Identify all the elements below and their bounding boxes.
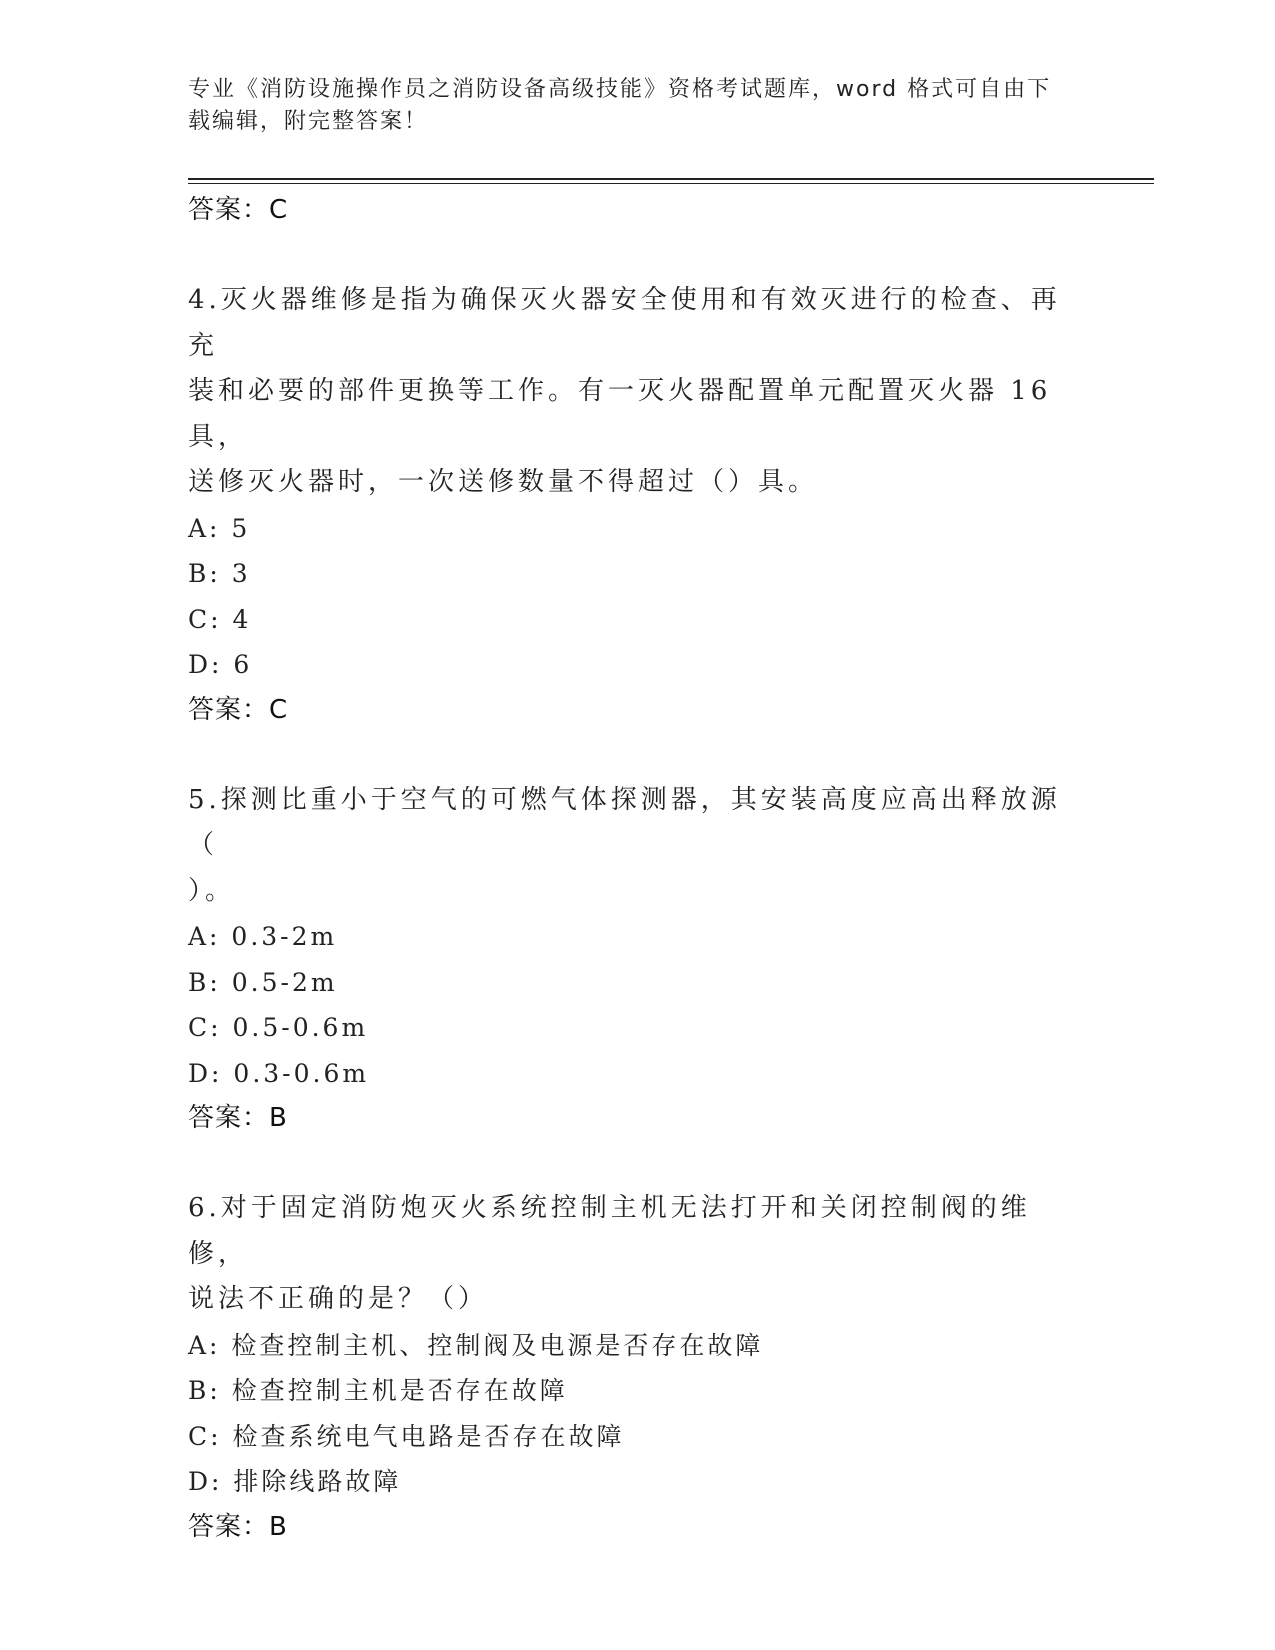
option-b: B: 0.5-2m	[188, 967, 338, 997]
stem-line: 装和必要的部件更换等工作。有一灭火器配置单元配置灭火器 16 具，	[188, 376, 1052, 452]
stem-line: 送修灭火器时，一次送修数量不得超过（）具。	[188, 467, 819, 497]
question-stem	[188, 278, 1068, 506]
option-c: C: 0.5-0.6m	[188, 1013, 369, 1042]
option-a: A: 0.3-2m	[188, 922, 338, 951]
spacer	[188, 733, 1068, 778]
stem-line: ）。	[188, 875, 236, 906]
header-line-2: 载编辑，附完整答案！	[188, 109, 429, 134]
stem-line: 5.探测比重小于空气的可燃气体探测器，其安装高度应高出释放源（	[188, 784, 1061, 860]
header-line-1: 专业《消防设施操作员之消防设备高级技能》资格考试题库，word 格式可自由下	[188, 77, 1052, 102]
option-b: B: 检查控制主机是否存在故障	[188, 1376, 568, 1405]
option-d: D: 0.3-0.6m	[188, 1058, 370, 1088]
option-c: C: 检查系统电气电路是否存在故障	[188, 1421, 625, 1451]
option-d: D: 排除线路故障	[188, 1467, 402, 1496]
answer-line: 答案：C	[188, 694, 289, 725]
previous-answer: 答案：C	[188, 195, 289, 225]
answer-line: 答案：B	[188, 1103, 288, 1133]
option-a: A: 5	[188, 513, 251, 543]
question-block	[188, 1186, 1068, 1550]
stem-line: 6.对于固定消防炮灭火系统控制主机无法打开和关闭控制阀的维修，	[188, 1193, 1031, 1269]
spacer	[188, 233, 1068, 278]
question-block	[188, 278, 1068, 733]
question-block	[188, 778, 1068, 1142]
question-content	[188, 188, 1068, 1550]
answer-line: 答案：B	[188, 1511, 288, 1542]
option-b: B: 3	[188, 559, 251, 588]
header-divider-thin	[188, 183, 1154, 184]
question-stem	[188, 778, 1068, 915]
option-d: D: 6	[188, 650, 253, 679]
spacer	[188, 1141, 1068, 1186]
option-c: C: 4	[188, 604, 252, 634]
stem-line: 4.灭火器维修是指为确保灭火器安全使用和有效灭进行的检查、再充	[188, 285, 1061, 361]
question-stem	[188, 1186, 1068, 1323]
header-divider-thick	[188, 178, 1154, 180]
document-header	[188, 74, 1068, 138]
option-a: A: 检查控制主机、控制阀及电源是否存在故障	[188, 1330, 764, 1360]
stem-line: 说法不正确的是？（）	[188, 1284, 489, 1314]
